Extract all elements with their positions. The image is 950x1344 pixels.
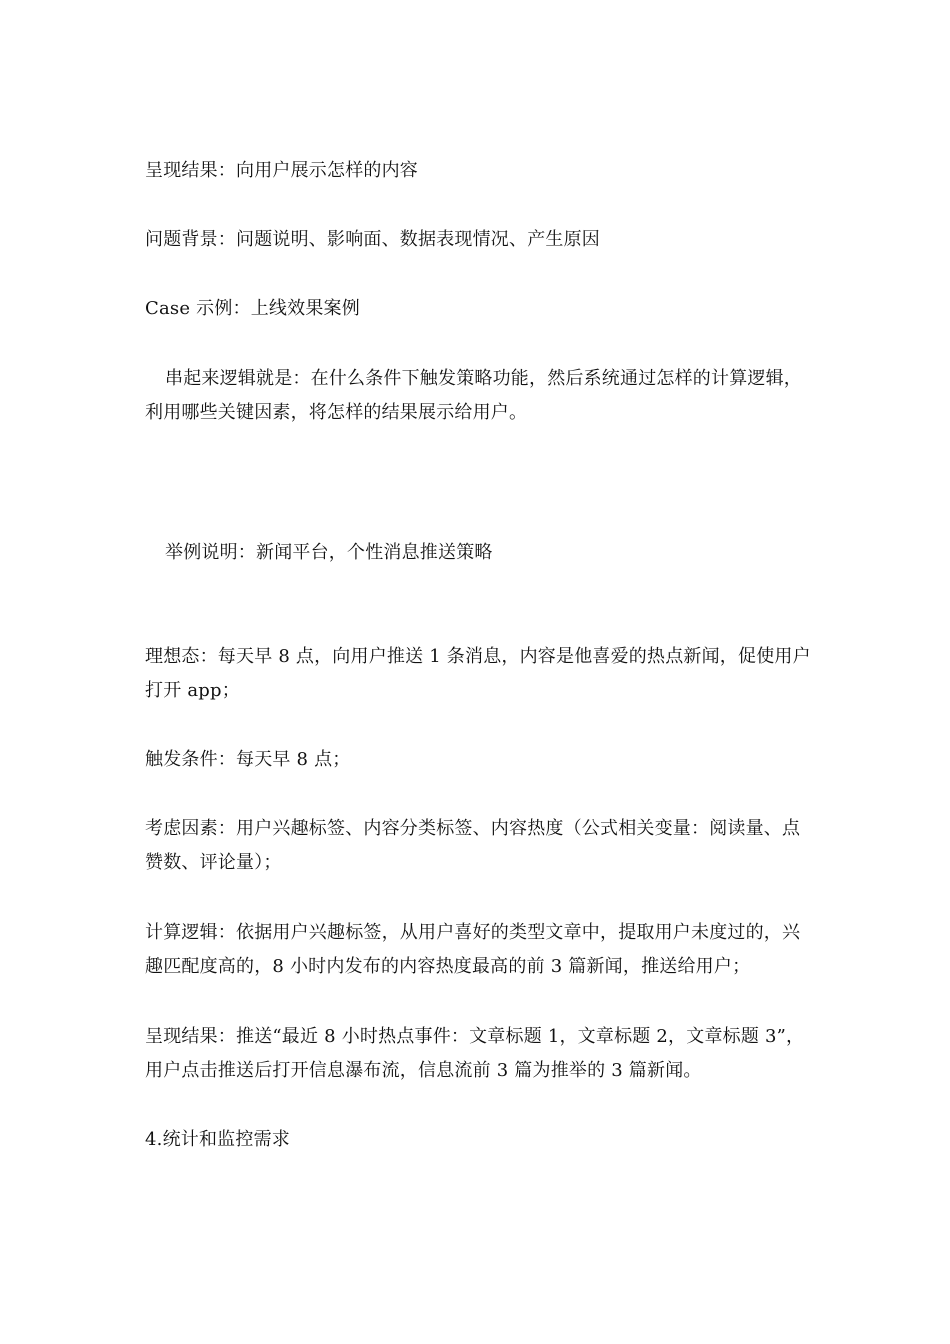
paragraph-ideal-state: 理想态：每天早 8 点，向用户推送 1 条消息，内容是他喜爱的热点新闻，促使用户打开 app； (145, 646, 811, 701)
paragraph-logic-summary: 串起来逻辑就是：在什么条件下触发策略功能，然后系统通过怎样的计算逻辑，利用哪些关键因素，将怎样的结果展示给用户。 (145, 368, 802, 423)
paragraph-considered-factors: 考虑因素：用户兴趣标签、内容分类标签、内容热度（公式相关变量：阅读量、点赞数、评论量）； (145, 818, 801, 873)
paragraph-calculation-logic: 计算逻辑：依据用户兴趣标签，从用户喜好的类型文章中，提取用户未度过的，兴趣匹配度高的，8 小时内发布的内容热度最高的前 3 篇新闻，推送给用户； (145, 922, 801, 977)
paragraph-trigger-condition: 触发条件：每天早 8 点； (145, 749, 351, 770)
paragraph-problem-background: 问题背景：问题说明、影响面、数据表现情况、产生原因 (145, 229, 600, 250)
section-heading-statistics-monitoring: 4.统计和监控需求 (145, 1129, 290, 1150)
paragraph-example-intro: 举例说明：新闻平台，个性消息推送策略 (165, 542, 493, 563)
paragraph-case-example: Case 示例：上线效果案例 (145, 298, 360, 319)
paragraph-push-result: 呈现结果：推送“最近 8 小时热点事件：文章标题 1，文章标题 2，文章标题 3”，用户点击推送后打开信息瀑布流，信息流前 3 篇为推举的 3 篇新闻。 (145, 1026, 805, 1081)
paragraph-presentation-result: 呈现结果：向用户展示怎样的内容 (145, 160, 418, 181)
